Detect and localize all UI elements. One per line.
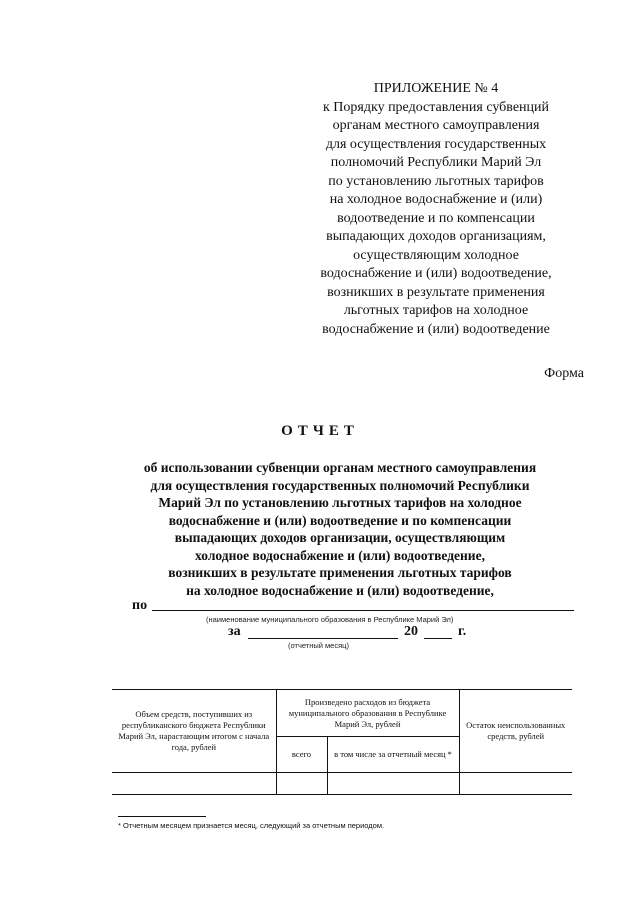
year-suffix: г. [458, 624, 467, 639]
cell-remaining[interactable] [459, 773, 572, 795]
report-table [112, 689, 572, 795]
municipality-input-line[interactable] [152, 610, 574, 611]
cell-received[interactable] [112, 773, 276, 795]
appendix-line: водоснабжение и (или) водоотведение, [320, 266, 552, 281]
subtitle-line: возникших в результате применения льготных тарифов [168, 565, 512, 580]
appendix-line: льготных тарифов на холодное [343, 303, 529, 318]
appendix-line: к Порядку предоставления субвенций [322, 99, 550, 115]
municipality-prefix: по [132, 598, 148, 613]
col-expenses-month-header: в том числе за отчетный месяц * [327, 737, 459, 773]
col-expenses-header: Произведено расходов из бюджета муниципального образования в Республике Марий Эл, рублей [276, 690, 459, 737]
subtitle-line: об использовании субвенции органам местного самоуправления [143, 460, 537, 475]
appendix-block [290, 80, 582, 339]
appendix-line: возникших в результате применения [327, 284, 545, 300]
col-received-header: Объем средств, поступивших из республиканского бюджета Республики Марий Эл, нарастающим итогом с начала года, рублей [112, 690, 276, 773]
footnote-divider [118, 816, 206, 817]
year-prefix: 20 [404, 624, 418, 639]
period-prefix: за [228, 624, 241, 639]
subtitle-line: на холодное водоснабжение и (или) водоотведение, [186, 582, 494, 598]
appendix-line: на холодное водоснабжение и (или) [329, 192, 543, 207]
subtitle-line: водоснабжение и (или) водоотведение и по компенсации [168, 512, 512, 528]
subtitle-line: выпадающих доходов организации, осуществляющим [174, 530, 506, 545]
subtitle-line: для осуществления государственных полномочий Республики [150, 477, 530, 493]
col-remaining-header: Остаток неиспользованных средств, рублей [459, 690, 572, 773]
appendix-line: водоотведение и по компенсации [337, 210, 535, 226]
municipality-caption: (наименование муниципального образования в Республике Марий Эл) [206, 615, 454, 624]
col-expenses-total-header: всего [276, 737, 327, 773]
appendix-line: водоснабжение и (или) водоотведение [322, 321, 550, 337]
subtitle-line: холодное водоснабжение и (или) водоотведение, [195, 547, 485, 563]
appendix-line: ПРИЛОЖЕНИЕ № 4 [373, 81, 499, 96]
period-field [228, 624, 478, 642]
cell-expenses-month[interactable] [327, 773, 459, 795]
cell-expenses-total[interactable] [276, 773, 327, 795]
month-input-line[interactable] [248, 638, 398, 639]
period-caption: (отчетный месяц) [288, 641, 349, 650]
appendix-line: полномочий Республики Марий Эл [330, 155, 542, 170]
appendix-line: органам местного самоуправления [332, 118, 540, 133]
year-input-line[interactable] [424, 638, 452, 639]
form-label: Форма [544, 366, 584, 381]
appendix-line: осуществляющим холодное [353, 247, 519, 263]
appendix-line: для осуществления государственных [325, 136, 547, 152]
subtitle-line: Марий Эл по установлению льготных тарифов на холодное [158, 495, 522, 510]
table-row [112, 773, 572, 795]
municipality-field [132, 598, 574, 614]
appendix-line: по установлению льготных тарифов [328, 173, 544, 189]
appendix-line: выпадающих доходов организациям, [326, 229, 546, 244]
footnote: * Отчетным месяцем признается месяц, следующий за отчетным периодом. [118, 821, 385, 830]
report-subtitle [100, 459, 580, 599]
report-title: ОТЧЕТ [281, 423, 359, 439]
